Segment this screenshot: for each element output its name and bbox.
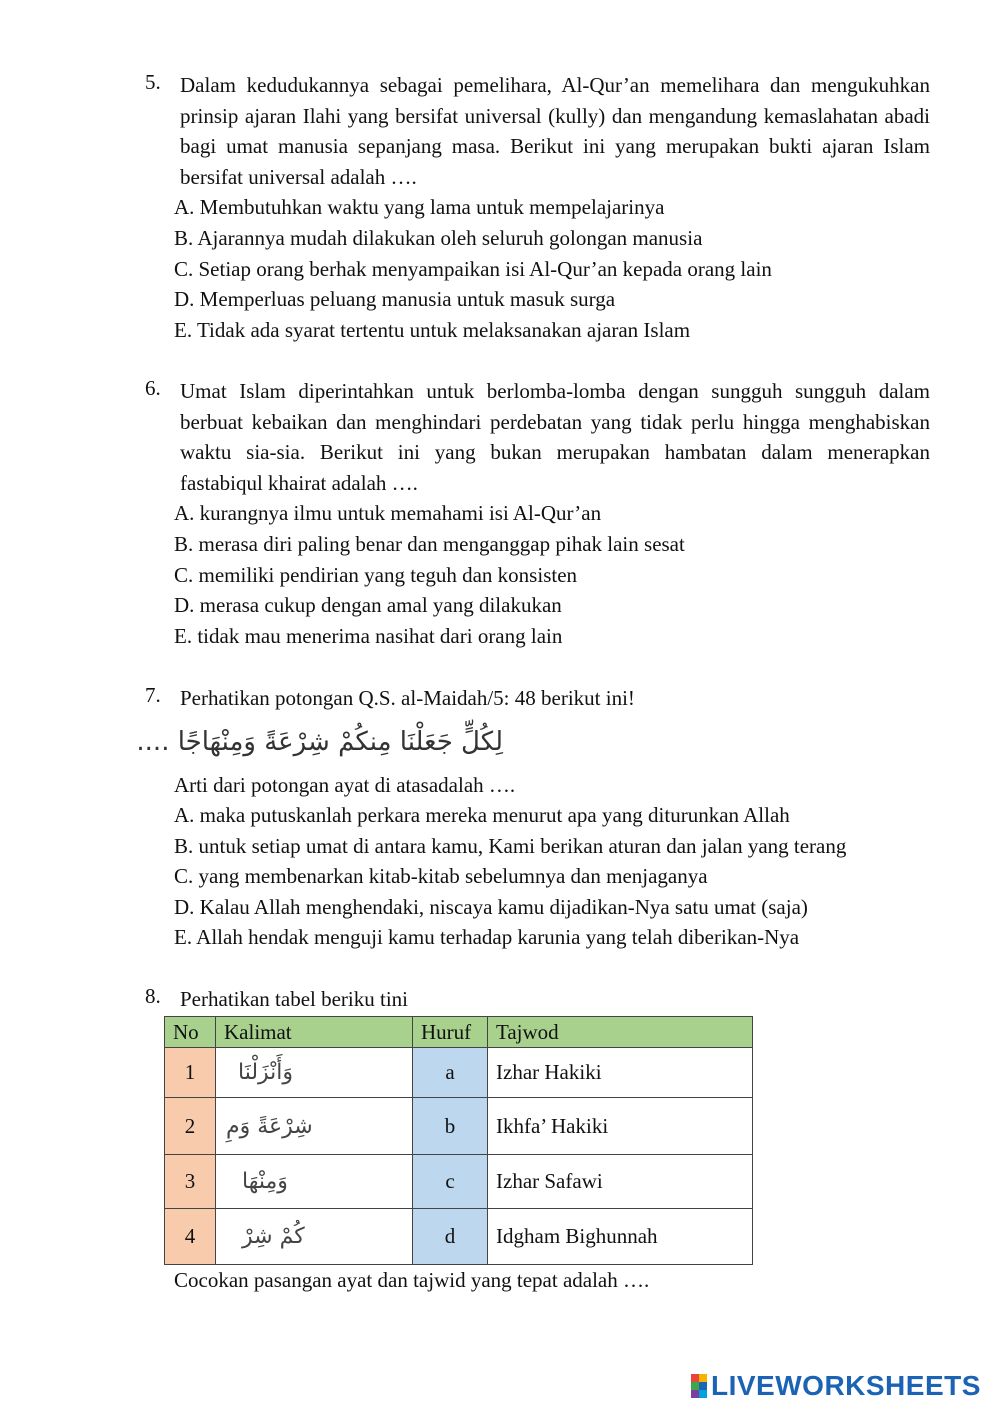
tajwid-table <box>164 1016 753 1265</box>
header-no: No <box>165 1017 216 1048</box>
option-e[interactable]: E. Allah hendak menguji kamu terhadap karunia yang telah diberikan-Nya <box>174 925 800 950</box>
option-a[interactable]: A. maka putuskanlah perkara mereka menurut apa yang diturunkan Allah <box>174 803 790 827</box>
option-e[interactable]: E. tidak mau menerima nasihat dari orang lain <box>174 623 563 648</box>
question-stem: Dalam kedudukannya sebagai pemelihara, Al-Qur’an memelihara dan mengukuhkan prinsip ajaran Ilahi yang bersifat universal (kully) dan mengandung kemaslahatan abadi bagi umat manusia sepanjang masa. Berikut ini yang merupakan bukti ajaran Islam bersifat universal adalah …. <box>180 73 930 189</box>
option-b[interactable]: B. merasa diri paling benar dan menganggap pihak lain sesat <box>174 531 685 556</box>
question-number: 5. <box>145 70 161 94</box>
option-b[interactable]: B. untuk setiap umat di antara kamu, Kami berikan aturan dan jalan yang terang <box>174 833 847 858</box>
row-tajwod: Izhar Safawi <box>488 1155 753 1209</box>
option-a[interactable]: A. Membutuhkan waktu yang lama untuk mempelajarinya <box>174 195 665 220</box>
option-a[interactable]: A. kurangnya ilmu untuk memahami isi Al-Qur’an <box>174 501 602 526</box>
question-sub-stem: Arti dari potongan ayat di atasadalah …. <box>174 773 516 797</box>
arabic-word: شِرْعَةً وَمِ <box>226 1113 313 1139</box>
question-number: 7. <box>145 683 161 707</box>
question-6 <box>145 376 930 651</box>
row-no: 4 <box>165 1209 216 1265</box>
option-b[interactable]: B. Ajarannya mudah dilakukan oleh seluruh golongan manusia <box>174 225 703 250</box>
row-no: 1 <box>165 1048 216 1098</box>
option-d[interactable]: D. Memperluas peluang manusia untuk masuk surga <box>174 287 616 312</box>
row-huruf[interactable]: d <box>413 1209 488 1265</box>
question-number: 8. <box>145 984 161 1008</box>
arabic-verse: لِكُلٍّ جَعَلْنَا مِنكُمْ شِرْعَةً وَمِنْهَاجًا .... <box>136 727 503 757</box>
question-footer: Cocokan pasangan ayat dan tajwid yang tepat adalah …. <box>174 1268 650 1292</box>
header-kalimat: Kalimat <box>216 1017 413 1048</box>
arabic-word: وَأَنْزَلْنَا <box>238 1060 294 1085</box>
option-d[interactable]: D. Kalau Allah menghendaki, niscaya kamu dijadikan-Nya satu umat (saja) <box>174 894 808 919</box>
row-kalimat <box>216 1098 413 1155</box>
table-row <box>165 1155 753 1209</box>
question-5 <box>145 70 930 345</box>
table-row <box>165 1098 753 1155</box>
row-no: 3 <box>165 1155 216 1209</box>
question-stem: Umat Islam diperintahkan untuk berlomba-lomba dengan sungguh sungguh dalam berbuat kebaikan dan menghindari perdebatan yang tidak perlu hingga menghabiskan waktu sia-sia. Berikut ini yang bukan merupakan hambatan dalam menerapkan fastabiqul khairat adalah …. <box>180 379 930 495</box>
row-huruf[interactable]: a <box>413 1048 488 1098</box>
row-huruf[interactable]: b <box>413 1098 488 1155</box>
question-7 <box>145 683 930 714</box>
option-e[interactable]: E. Tidak ada syarat tertentu untuk melaksanakan ajaran Islam <box>174 317 691 342</box>
liveworksheets-logo-icon <box>691 1374 707 1398</box>
row-tajwod: Ikhfa’ Hakiki <box>488 1098 753 1155</box>
row-tajwod: Izhar Hakiki <box>488 1048 753 1098</box>
row-no: 2 <box>165 1098 216 1155</box>
table-row <box>165 1048 753 1098</box>
table-row <box>165 1209 753 1265</box>
liveworksheets-logo[interactable] <box>691 1370 981 1402</box>
option-c[interactable]: C. Setiap orang berhak menyampaikan isi Al-Qur’an kepada orang lain <box>174 256 772 281</box>
question-number: 6. <box>145 376 161 400</box>
question-8 <box>145 984 930 1015</box>
table-header-row <box>165 1017 753 1048</box>
row-kalimat <box>216 1155 413 1209</box>
options-list <box>174 800 846 953</box>
header-tajwod: Tajwod <box>488 1017 753 1048</box>
options-list <box>174 192 930 345</box>
row-kalimat <box>216 1048 413 1098</box>
row-huruf[interactable]: c <box>413 1155 488 1209</box>
option-d[interactable]: D. merasa cukup dengan amal yang dilakukan <box>174 593 562 618</box>
option-c[interactable]: C. yang membenarkan kitab-kitab sebelumnya dan menjaganya <box>174 864 708 889</box>
row-kalimat <box>216 1209 413 1265</box>
logo-text: LIVEWORKSHEETS <box>711 1370 981 1401</box>
question-stem: Perhatikan potongan Q.S. al-Maidah/5: 48 berikut ini! <box>180 686 635 710</box>
option-c[interactable]: C. memiliki pendirian yang teguh dan konsisten <box>174 562 578 587</box>
options-list <box>174 498 930 651</box>
question-stem: Perhatikan tabel beriku tini <box>180 987 409 1011</box>
header-huruf: Huruf <box>413 1017 488 1048</box>
row-tajwod: Idgham Bighunnah <box>488 1209 753 1265</box>
arabic-word: وَمِنْهَا <box>242 1169 288 1194</box>
arabic-word: كُمْ شِرْ <box>242 1224 305 1249</box>
